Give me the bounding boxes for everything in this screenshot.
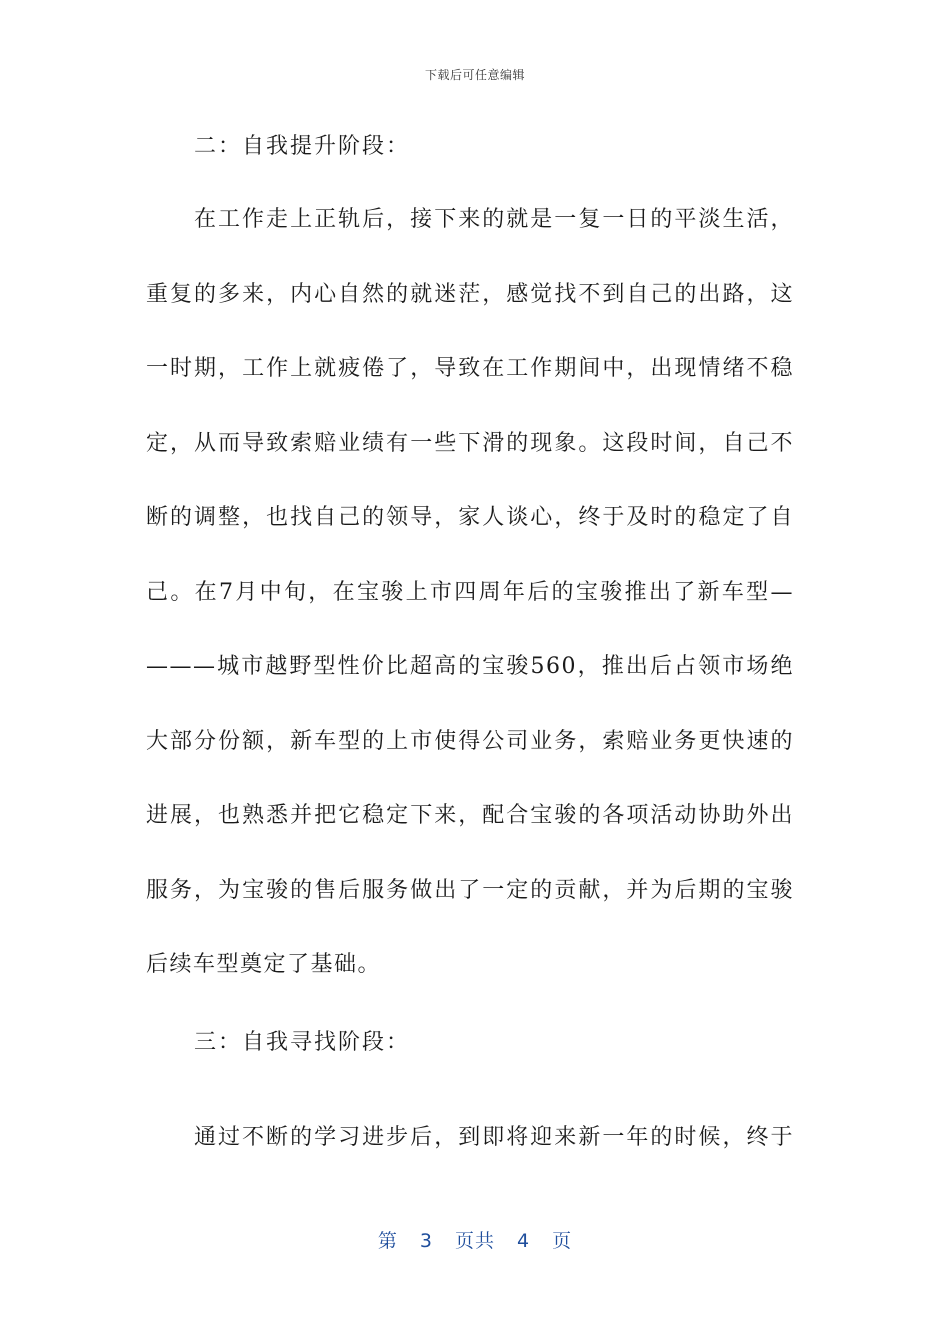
paragraph-line: 通过不断的学习进步后，到即将迎来新一年的时候，终于 — [194, 1125, 794, 1150]
footer-label-page: 第 — [377, 1230, 398, 1252]
paragraph-line: 己。在7月中旬，在宝骏上市四周年后的宝骏推出了新车型— — [146, 579, 794, 605]
section-heading-3: 三：自我寻找阶段： — [194, 1030, 411, 1055]
paragraph-line: 一时期，工作上就疲倦了，导致在工作期间中，出现情绪不稳 — [146, 356, 794, 381]
paragraph-line: 定，从而导致索赔业绩有一些下滑的现象。这段时间，自己不 — [146, 430, 794, 456]
section-3-paragraph — [146, 1101, 794, 1176]
page-footer — [0, 1226, 950, 1253]
paragraph-line: 大部分份额，新车型的上市使得公司业务，索赔业务更快速的 — [146, 728, 794, 754]
paragraph-line: 在工作走上正轨后，接下来的就是一复一日的平淡生活， — [194, 207, 794, 232]
footer-label-end: 页 — [552, 1230, 573, 1252]
paragraph-line: 进展，也熟悉并把它稳定下来，配合宝骏的各项活动协助外出 — [146, 803, 794, 828]
section-2-paragraph — [146, 183, 794, 1003]
paragraph-line: 重复的多来，内心自然的就迷茫，感觉找不到自己的出路，这 — [146, 281, 794, 307]
header-note: 下载后可任意编辑 — [424, 68, 525, 82]
section-heading-2: 二：自我提升阶段： — [194, 134, 411, 159]
paragraph-line: 断的调整，也找自己的领导，家人谈心，终于及时的稳定了自 — [146, 505, 794, 530]
paragraph-line: 后续车型奠定了基础。 — [146, 952, 382, 977]
footer-label-of: 页共 — [454, 1230, 495, 1252]
paragraph-line: 服务，为宝骏的售后服务做出了一定的贡献，并为后期的宝骏 — [146, 877, 794, 903]
paragraph-line: ———城市越野型性价比超高的宝骏560，推出后占领市场绝 — [146, 654, 794, 679]
footer-total-pages: 4 — [517, 1230, 531, 1252]
footer-current-page: 3 — [419, 1230, 433, 1252]
